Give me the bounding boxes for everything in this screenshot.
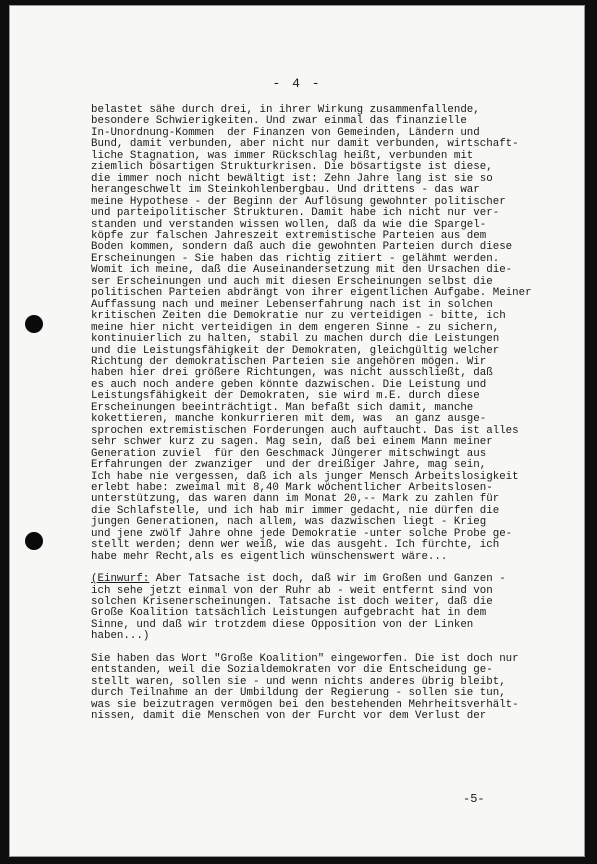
page-number-header: - 4 - [272,76,322,91]
paragraph [91,105,561,563]
punch-hole-icon [25,315,43,333]
text-line: standen und verstanden wissen wollen, daß da wie die Spargel- [91,218,487,231]
interjection-paragraph [91,574,561,643]
text-line: nissen, damit die Menschen von der Furcht vor dem Verlust der [91,710,487,723]
text-line: Auffassung nach und meiner Lebenserfahrung nach ist in solchen [91,298,493,311]
text-line: die immer noch nicht bewältigt ist: Zehn Jahre lang ist sie so [91,172,493,185]
text-line: besondere Schwierigkeiten. Und zwar einmal das finanzielle [91,115,467,128]
text-line: Richtung der demokratischen Parteien sie angehören mögen. Wir [91,355,487,368]
text-line: stellt waren, sollen sie - und wenn nichts anderes übrig bleibt, [91,675,506,688]
text-line: und parteipolitischer Strukturen. Damit habe ich nicht nur ver- [91,207,500,220]
text-line: Bund, damit verbunden, aber nicht nur damit verbunden, wirtschaft- [91,138,519,151]
text-line: erlebt habe: zweimal mit 8,40 Mark wöchentlicher Arbeitslosen- [91,481,493,494]
text-line: haben...) [91,630,150,643]
page-number-footer: -5- [463,792,485,806]
text-line: sprochen extremistischen Forderungen auch auftaucht. Das ist alles [91,424,519,437]
text-line: durch Teilnahme an der Umbildung der Regierung - sollen sie tun, [91,687,506,700]
paragraph [91,654,561,723]
text-line: habe mehr Recht,als es eigentlich wünschenswert wäre... [91,550,448,563]
text-line: Ich habe nie vergessen, daß ich als junger Mensch Arbeitslosigkeit [91,470,519,483]
text-line: Generation zuviel für den Geschmack Jüngerer mitschwingt aus [91,447,487,460]
text-line: es auch noch andere geben könnte dazwischen. Die Leistung und [91,378,487,391]
text-line: und die Leistungsfähigkeit der Demokraten, gleichgültig welcher [91,344,500,357]
text-line: meine hier nicht verteidigen in dem engeren Sinne - zu sichern, [91,321,500,334]
text-line: stellt werden; denn wer weiß, wie das ausgeht. Ich fürchte, ich [91,539,500,552]
text-line: herangeschwelt im Steinkohlenbergbau. Und drittens - das war [91,184,480,197]
body-text [91,105,561,723]
text-line: kontinuierlich zu halten, stabil zu machen durch die Leistungen [91,333,500,346]
text-line: Womit ich meine, daß die Auseinandersetzung mit den Ursachen die- [91,264,513,277]
text-line: Boden kommen, sondern daß auch die gewohnten Parteien durch diese [91,241,513,254]
text-line: Sie haben das Wort "Große Koalition" eingeworfen. Die ist doch nur [91,652,519,665]
document-page [9,5,585,857]
text-line: köpfe zur falschen Jahreszeit extremistische Parteien aus dem [91,229,487,242]
text-line: kokettieren, manche konkurrieren mit dem, was an ganz ausge- [91,413,487,426]
text-line: entstanden, weil die Sozialdemokraten vor die Entscheidung ge- [91,664,493,677]
text-line: Erscheinungen beeinträchtigt. Man befaßt sich damit, manche [91,401,474,414]
text-line: was sie beizutragen vermögen bei den bestehenden Mehrheitsverhält- [91,698,519,711]
text-line: und jene zwölf Jahre ohne jede Demokratie -unter solche Probe ge- [91,527,513,540]
interjection-label: (Einwurf: [91,573,150,586]
text-line: In-Unordnung-Kommen der Finanzen von Gemeinden, Ländern und [91,126,480,139]
text-line: meine Hypothese - der Beginn der Auflösung gewohnter politischer [91,195,506,208]
punch-hole-icon [25,532,43,550]
text-line: Erfahrungen der zwanziger und der dreißiger Jahre, mag sein, [91,459,487,472]
text-line: unterstützung, das waren dann im Monat 20,-- Mark zu zahlen für [91,493,500,506]
text-line-content: Aber Tatsache ist doch, daß wir im Großen und Ganzen - [149,573,506,586]
text-line: sehr schwer kurz zu sagen. Mag sein, daß bei einem Mann meiner [91,436,493,449]
text-line: haben hier drei größere Richtungen, was nicht ausschließt, daß [91,367,493,380]
text-line: die Schlafstelle, und ich hab mir immer gedacht, nie dürfen die [91,504,500,517]
text-line: solchen Krisenerscheinungen. Tatsache ist doch weiter, daß die [91,596,493,609]
text-line: Sinne, und daß wir trotzdem diese Opposition von der Linken [91,618,474,631]
text-line [91,574,561,585]
text-line: ziemlich bösartigen Strukturkrisen. Die bösartigste ist diese, [91,161,493,174]
text-line: Große Koalition tatsächlich Leistungen aufgebracht hat in dem [91,607,487,620]
text-line: liche Stagnation, was immer Rückschlag heißt, verbunden mit [91,149,474,162]
text-line: belastet sähe durch drei, in ihrer Wirkung zusammenfallende, [91,104,480,116]
text-line: jungen Generationen, nach allem, was dazwischen liegt - Krieg [91,516,487,529]
text-line: Leistungsfähigkeit der Demokraten, sie wird m.E. durch diese [91,390,480,403]
text-line: ser Erscheinungen und auch mit diesen Erscheinungen selbst die [91,275,493,288]
text-line: kritischen Zeiten die Demokratie nur zu verteidigen - bitte, ich [91,310,506,323]
text-line: Erscheinungen - Sie haben das richtig zitiert - gelähmt werden. [91,252,500,265]
text-line: politischen Parteien abdrängt von ihrer eigentlichen Aufgabe. Meiner [91,287,532,300]
text-line: ich sehe jetzt einmal von der Ruhr ab - weit entfernt sind von [91,584,493,597]
